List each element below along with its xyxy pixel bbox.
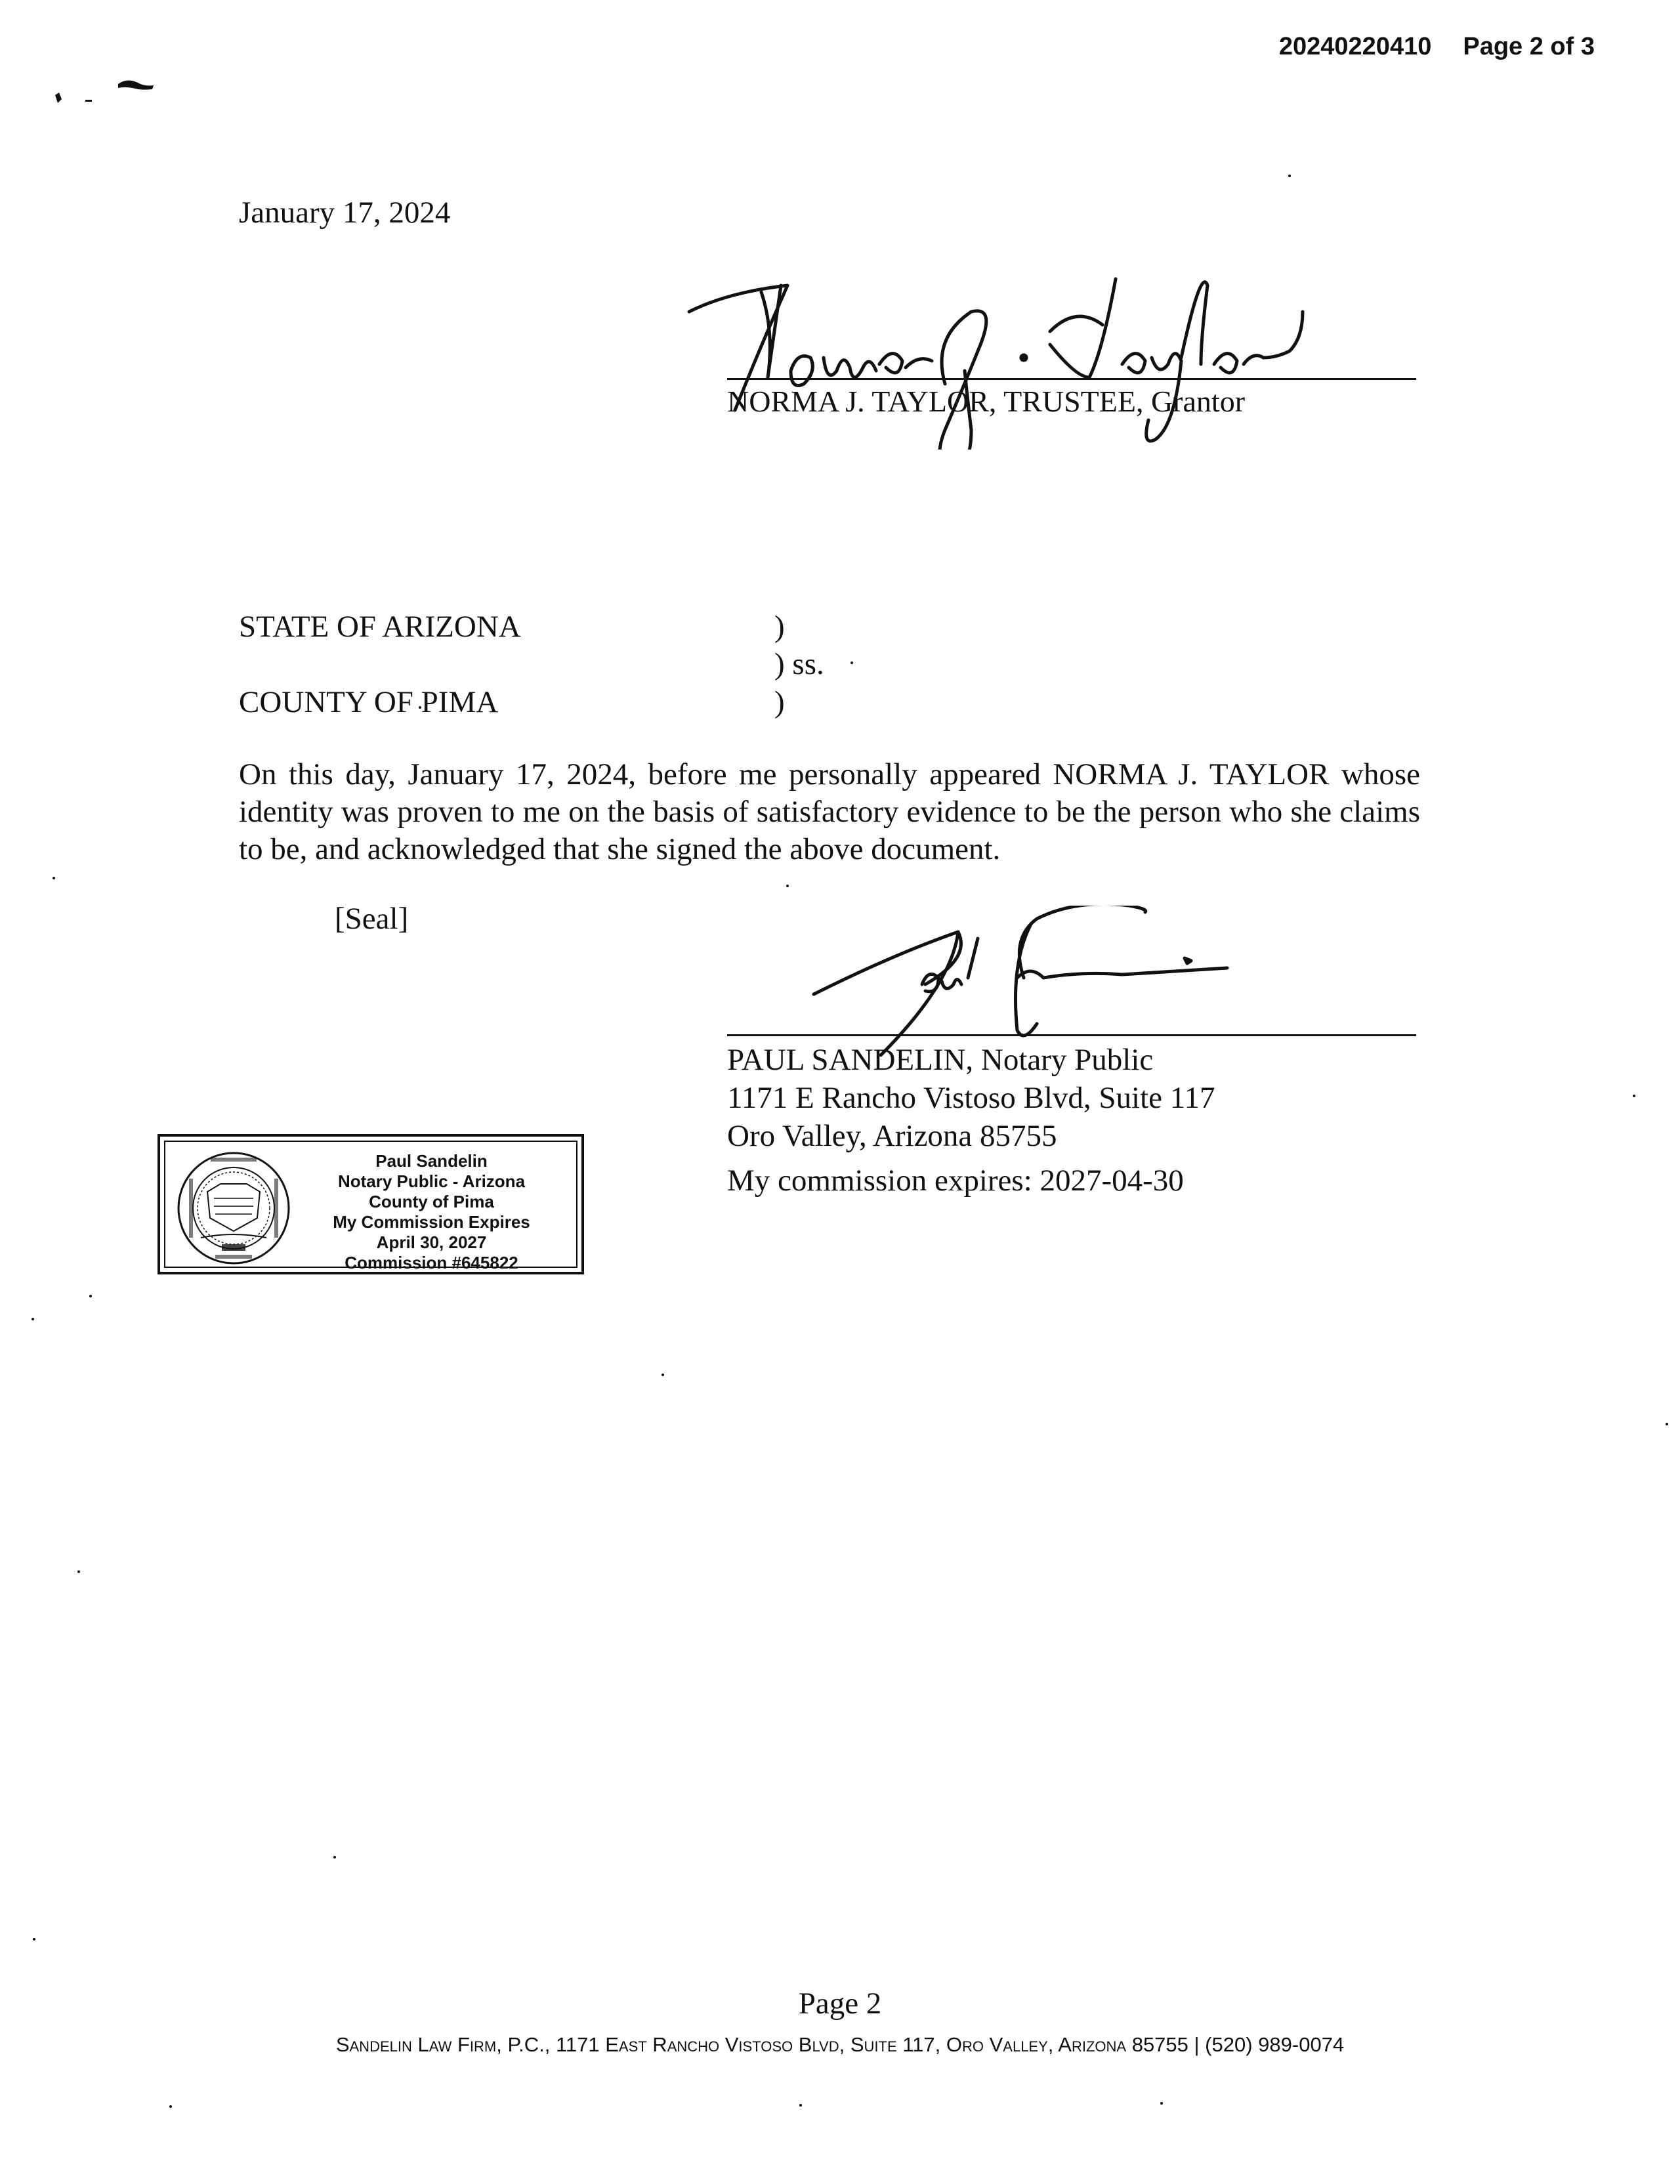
grantor-signature-line	[727, 378, 1416, 380]
document-number: 20240220410	[1278, 33, 1432, 60]
venue-bracket-bottom: )	[774, 685, 785, 719]
notary-block	[727, 1041, 1215, 1200]
page-indicator: Page 2 of 3	[1463, 33, 1595, 60]
grantor-signature	[682, 266, 1326, 450]
footer-page-number: Page 2	[798, 1986, 882, 2021]
notary-stamp	[158, 1134, 584, 1274]
footer-firm-info: Sandelin Law Firm, P.C., 1171 East Rancho Vistoso Blvd, Suite 117, Oro Valley, Arizona 85755 | (520) 989-0074	[335, 2033, 1345, 2056]
notary-address-line1: 1171 E Rancho Vistoso Blvd, Suite 117	[727, 1081, 1215, 1115]
acknowledgment-paragraph: On this day, January 17, 2024, before me personally appeared NORMA J. TAYLOR whose identity was proven to me on the basis of satisfactory evidence to be the person who she claims to be, and acknowledged that she signed the above document.	[239, 757, 1420, 866]
document-date: January 17, 2024	[239, 196, 451, 230]
notary-signature-line	[727, 1034, 1416, 1036]
venue-county: COUNTY OF PIMA	[239, 685, 499, 719]
stamp-notary-name: Paul Sandelin	[375, 1151, 488, 1171]
arizona-state-seal	[175, 1146, 293, 1270]
notary-address-line2: Oro Valley, Arizona 85755	[727, 1119, 1057, 1153]
notary-name: PAUL SANDELIN, Notary Public	[727, 1043, 1154, 1077]
stamp-text-block	[293, 1151, 570, 1273]
stamp-commission-number: Commission #645822	[345, 1253, 518, 1272]
seal-placeholder: [Seal]	[335, 902, 409, 936]
stamp-notary-title: Notary Public - Arizona	[337, 1171, 526, 1191]
stamp-expires-date: April 30, 2027	[376, 1232, 487, 1252]
notary-commission-expiry: My commission expires: 2027-04-30	[727, 1164, 1184, 1198]
venue-bracket-ss: ) ss.	[774, 647, 824, 681]
grantor-caption: NORMA J. TAYLOR, TRUSTEE, Grantor	[727, 385, 1246, 418]
recording-header	[1279, 33, 1595, 61]
stamp-expires-label: My Commission Expires	[333, 1212, 530, 1232]
stamp-county: County of Pima	[369, 1192, 494, 1211]
venue-state: STATE OF ARIZONA	[239, 610, 521, 644]
venue-bracket-top: )	[774, 610, 785, 644]
